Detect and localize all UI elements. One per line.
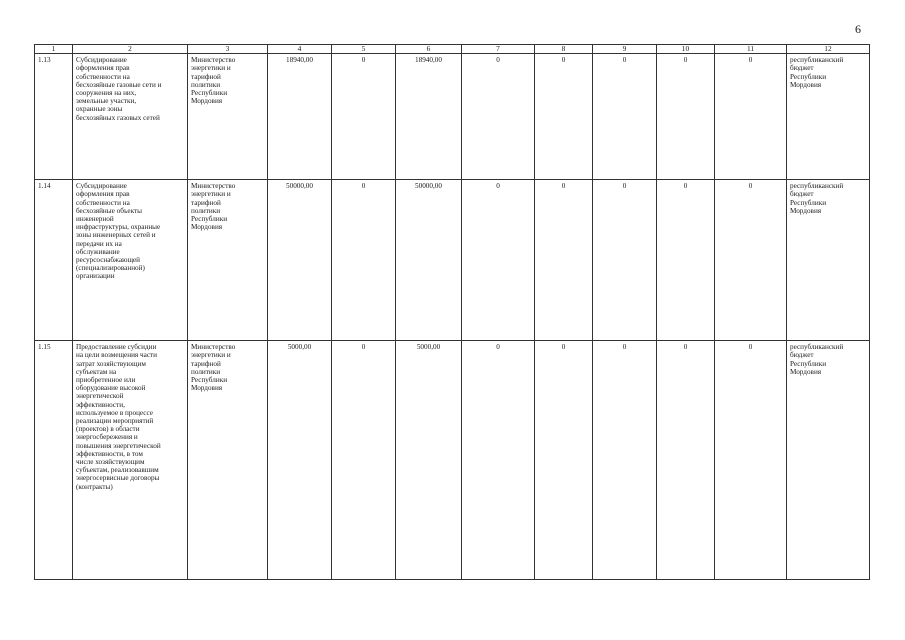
column-header: 1 — [35, 45, 73, 54]
value-col-7: 0 — [462, 180, 535, 341]
table-row — [35, 54, 870, 180]
column-header: 9 — [593, 45, 657, 54]
measure-name: Субсидирование оформления прав собственности на бесхозяйные газовые сети и сооружения на них, земельные участки, охранные зоны бесхозяйных газовых сетей — [73, 54, 188, 180]
value-col-9: 0 — [593, 341, 657, 580]
column-header: 8 — [535, 45, 593, 54]
table-row — [35, 341, 870, 580]
value-col-7: 0 — [462, 341, 535, 580]
executor: Министерство энергетики и тарифной политики Республики Мордовия — [188, 54, 268, 180]
value-col-10: 0 — [657, 54, 715, 180]
value-col-5: 0 — [332, 341, 396, 580]
column-header: 4 — [268, 45, 332, 54]
value-col-5: 0 — [332, 54, 396, 180]
value-col-11: 0 — [715, 54, 787, 180]
value-col-6: 50000,00 — [396, 180, 462, 341]
value-col-10: 0 — [657, 180, 715, 341]
value-col-7: 0 — [462, 54, 535, 180]
column-header: 7 — [462, 45, 535, 54]
column-header: 6 — [396, 45, 462, 54]
column-header: 10 — [657, 45, 715, 54]
value-col-11: 0 — [715, 341, 787, 580]
value-col-4: 18940,00 — [268, 54, 332, 180]
row-number: 1.14 — [35, 180, 73, 341]
table-row — [35, 180, 870, 341]
row-number: 1.13 — [35, 54, 73, 180]
value-col-4: 50000,00 — [268, 180, 332, 341]
value-col-9: 0 — [593, 180, 657, 341]
row-number: 1.15 — [35, 341, 73, 580]
value-col-11: 0 — [715, 180, 787, 341]
executor: Министерство энергетики и тарифной политики Республики Мордовия — [188, 180, 268, 341]
funding-source: республиканский бюджет Республики Мордовия — [787, 54, 870, 180]
value-col-5: 0 — [332, 180, 396, 341]
column-header: 12 — [787, 45, 870, 54]
header-row — [35, 45, 870, 54]
column-header: 11 — [715, 45, 787, 54]
column-header: 5 — [332, 45, 396, 54]
measure-name: Субсидирование оформления прав собственности на бесхозяйные объекты инженерной инфраструктуры, охранные зоны инженерных сетей и передачи их на обслуживание ресурсоснабжающей (специализированной) организации — [73, 180, 188, 341]
measure-name: Предоставление субсидии на цели возмещения части затрат хозяйствующим субъектам на приобретенное или оборудование высокой энергетической эффективности, используемое в процессе реализации мероприятий (проектов) в области энергосбережения и повышения энергетической эффективности, в том числе хозяйствующим субъектам, реализовавшим энергосервисные договоры (контракты) — [73, 341, 188, 580]
value-col-8: 0 — [535, 54, 593, 180]
funding-source: республиканский бюджет Республики Мордовия — [787, 180, 870, 341]
value-col-10: 0 — [657, 341, 715, 580]
value-col-8: 0 — [535, 180, 593, 341]
value-col-6: 5000,00 — [396, 341, 462, 580]
column-header: 3 — [188, 45, 268, 54]
executor: Министерство энергетики и тарифной политики Республики Мордовия — [188, 341, 268, 580]
value-col-8: 0 — [535, 341, 593, 580]
value-col-6: 18940,00 — [396, 54, 462, 180]
value-col-9: 0 — [593, 54, 657, 180]
value-col-4: 5000,00 — [268, 341, 332, 580]
page-number: 6 — [855, 22, 861, 36]
column-header: 2 — [73, 45, 188, 54]
funding-source: республиканский бюджет Республики Мордовия — [787, 341, 870, 580]
program-table — [34, 44, 870, 580]
